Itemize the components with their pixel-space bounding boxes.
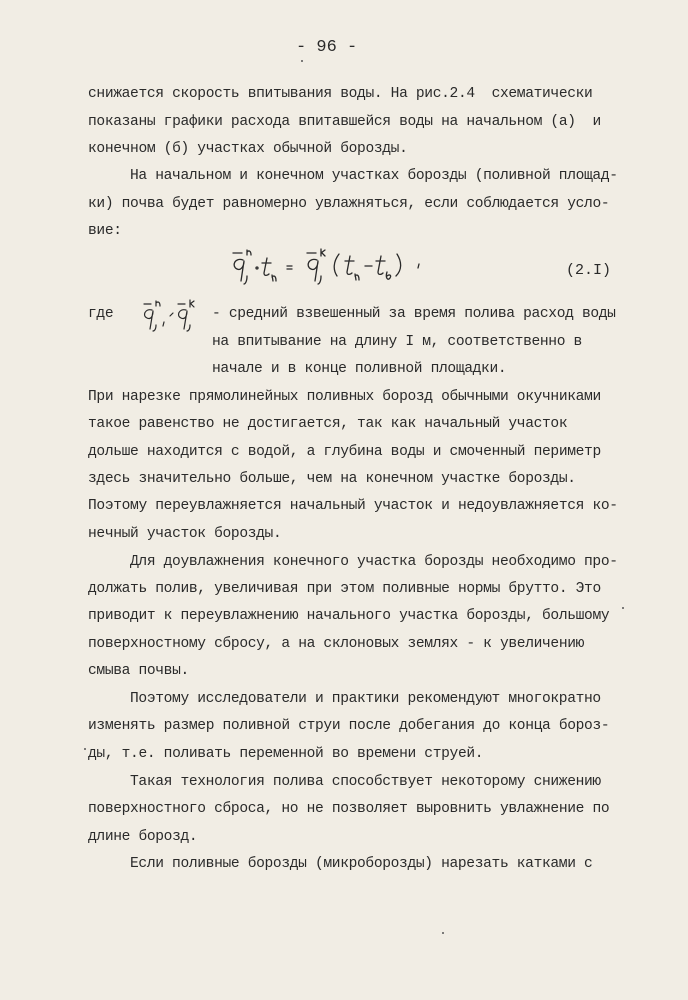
text-line: здесь значительно больше, чем на конечном участке борозды.	[88, 471, 576, 487]
scan-speck	[442, 932, 444, 934]
text-line: на впитывание на длину I м, соответственно в	[212, 334, 582, 350]
text-line: - средний взвешенный за время полива расход воды	[212, 306, 616, 322]
text-line: При нарезке прямолинейных поливных борозд обычными окучниками	[88, 389, 601, 405]
legend-symbols	[138, 298, 208, 338]
text-line: Поэтому исследователи и практики рекомендуют многократно	[130, 691, 601, 707]
text-line: где	[88, 306, 114, 322]
text-line: конечном (б) участках обычной борозды.	[88, 141, 408, 157]
text-line: изменять размер поливной струи после добегания до конца бороз-	[88, 718, 610, 734]
scan-speck	[622, 607, 624, 609]
text-line: поверхностному сбросу, а на склоновых землях - к увеличению	[88, 636, 585, 652]
text-line: дольше находится с водой, а глубина воды и смоченный периметр	[88, 444, 601, 460]
text-line: нечный участок борозды.	[88, 526, 282, 542]
text-line: такое равенство не достигается, так как начальный участок	[88, 416, 568, 432]
page-number: - 96 -	[296, 38, 358, 57]
text-line: должать полив, увеличивая при этом поливные нормы брутто. Это	[88, 581, 601, 597]
text-line: ды, т.е. поливать переменной во времени струей.	[88, 746, 484, 762]
text-line: Такая технология полива способствует некоторому снижению	[130, 774, 601, 790]
text-line: приводит к переувлажнению начального участка борозды, большому	[88, 608, 610, 624]
text-line: снижается скорость впитывания воды. На рис.2.4 схематически	[88, 86, 593, 102]
equation-number: (2.I)	[566, 262, 612, 279]
text-line: Поэтому переувлажняется начальный участок и недоувлажняется ко-	[88, 498, 618, 514]
text-line: поверхностного сброса, но не позволяет выровнить увлажнение по	[88, 801, 610, 817]
text-line: показаны графики расхода впитавшейся воды на начальном (а) и	[88, 114, 601, 130]
text-line: начале и в конце поливной площадки.	[212, 361, 507, 377]
text-line: смыва почвы.	[88, 663, 189, 679]
text-line: Для доувлажнения конечного участка борозды необходимо про-	[130, 554, 618, 570]
text-line: длине борозд.	[88, 829, 198, 845]
text-line: На начальном и конечном участках борозды (поливной площад-	[130, 168, 618, 184]
text-line: вие:	[88, 223, 122, 239]
text-line: ки) почва будет равномерно увлажняться, если соблюдается усло-	[88, 196, 610, 212]
formula-2-1	[225, 244, 435, 294]
scan-speck	[84, 748, 86, 750]
scan-speck	[301, 60, 303, 62]
text-line: Если поливные борозды (микроборозды) нарезать катками с	[130, 856, 593, 872]
